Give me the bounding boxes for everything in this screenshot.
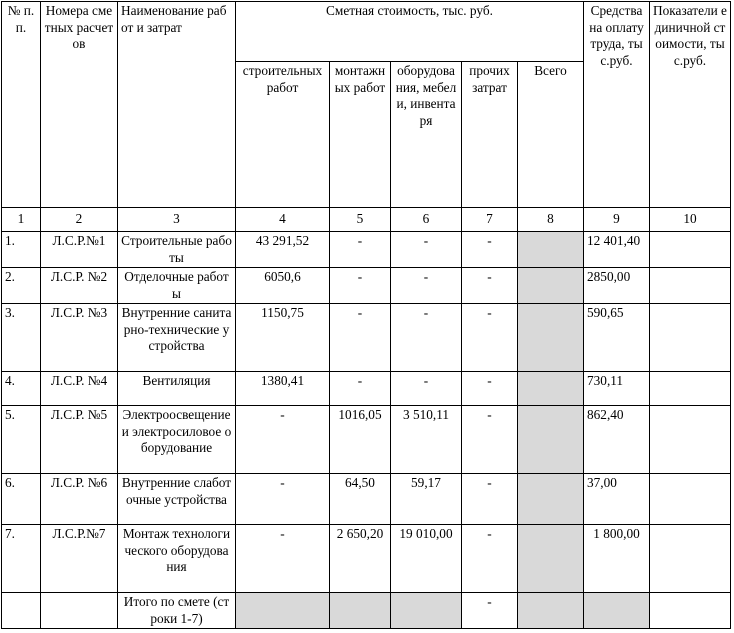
total-construction xyxy=(236,593,330,629)
col-number: 1 xyxy=(2,208,41,232)
row-wages: 1 800,00 xyxy=(584,525,650,593)
row-other: - xyxy=(462,268,518,304)
row-installation: - xyxy=(330,268,391,304)
row-num: 1. xyxy=(2,232,41,268)
col-number: 9 xyxy=(584,208,650,232)
header-work-name: Наименование работ и затрат xyxy=(118,2,236,208)
row-name: Вентиляция xyxy=(118,372,236,406)
total-num xyxy=(2,593,41,629)
header-total: Всего xyxy=(518,62,584,208)
header-row xyxy=(2,2,731,62)
row-num: 2. xyxy=(2,268,41,304)
row-num: 4. xyxy=(2,372,41,406)
total-unit xyxy=(650,593,731,629)
row-installation: - xyxy=(330,232,391,268)
col-number: 10 xyxy=(650,208,731,232)
table-row xyxy=(2,406,731,474)
row-num: 7. xyxy=(2,525,41,593)
row-installation: 1016,05 xyxy=(330,406,391,474)
row-total xyxy=(518,268,584,304)
row-equipment: - xyxy=(391,304,462,372)
row-wages: 730,11 xyxy=(584,372,650,406)
row-num: 5. xyxy=(2,406,41,474)
col-number: 7 xyxy=(462,208,518,232)
total-other: - xyxy=(462,593,518,629)
row-wages: 862,40 xyxy=(584,406,650,474)
total-wages xyxy=(584,593,650,629)
table-row xyxy=(2,268,731,304)
row-unit xyxy=(650,474,731,525)
row-num: 3. xyxy=(2,304,41,372)
row-num: 6. xyxy=(2,474,41,525)
col-number: 3 xyxy=(118,208,236,232)
row-calc: Л.С.Р. №4 xyxy=(41,372,118,406)
header-other: прочих затрат xyxy=(462,62,518,208)
total-label: Итого по смете (строки 1-7) xyxy=(118,593,236,629)
row-construction: 6050,6 xyxy=(236,268,330,304)
row-construction: - xyxy=(236,406,330,474)
column-numbers-row xyxy=(2,208,731,232)
row-unit xyxy=(650,304,731,372)
row-name: Монтаж технологического оборудования xyxy=(118,525,236,593)
col-number: 8 xyxy=(518,208,584,232)
row-total xyxy=(518,525,584,593)
row-other: - xyxy=(462,474,518,525)
row-calc: Л.С.Р. №3 xyxy=(41,304,118,372)
header-num: № п. п. xyxy=(2,2,41,208)
header-cost-group: Сметная стоимость, тыс. руб. xyxy=(236,2,584,62)
row-installation: 2 650,20 xyxy=(330,525,391,593)
row-unit xyxy=(650,372,731,406)
table-row xyxy=(2,232,731,268)
total-row xyxy=(2,593,731,629)
total-equipment xyxy=(391,593,462,629)
row-unit xyxy=(650,406,731,474)
row-name: Внутренние санитарно-технические устройства xyxy=(118,304,236,372)
total-calc xyxy=(41,593,118,629)
row-installation: - xyxy=(330,372,391,406)
row-equipment: - xyxy=(391,232,462,268)
row-equipment: 3 510,11 xyxy=(391,406,462,474)
row-construction: - xyxy=(236,525,330,593)
table-row xyxy=(2,525,731,593)
row-wages: 12 401,40 xyxy=(584,232,650,268)
header-construction: строительных работ xyxy=(236,62,330,208)
row-wages: 590,65 xyxy=(584,304,650,372)
col-number: 2 xyxy=(41,208,118,232)
header-equipment: оборудования, мебели, инвентаря xyxy=(391,62,462,208)
row-equipment: 59,17 xyxy=(391,474,462,525)
row-other: - xyxy=(462,525,518,593)
row-unit xyxy=(650,268,731,304)
header-wages: Средства на оплату труда, тыс.руб. xyxy=(584,2,650,208)
col-number: 5 xyxy=(330,208,391,232)
row-construction: - xyxy=(236,474,330,525)
row-unit xyxy=(650,232,731,268)
row-other: - xyxy=(462,304,518,372)
row-total xyxy=(518,232,584,268)
row-other: - xyxy=(462,372,518,406)
row-other: - xyxy=(462,406,518,474)
col-number: 6 xyxy=(391,208,462,232)
row-calc: Л.С.Р. №5 xyxy=(41,406,118,474)
row-calc: Л.С.Р. №2 xyxy=(41,268,118,304)
row-calc: Л.С.Р. №6 xyxy=(41,474,118,525)
row-name: Отделочные работы xyxy=(118,268,236,304)
row-wages: 37,00 xyxy=(584,474,650,525)
row-name: Электроосвещение и электросиловое оборудование xyxy=(118,406,236,474)
row-unit xyxy=(650,525,731,593)
row-calc: Л.С.Р.№1 xyxy=(41,232,118,268)
row-installation: 64,50 xyxy=(330,474,391,525)
row-total xyxy=(518,372,584,406)
row-installation: - xyxy=(330,304,391,372)
row-other: - xyxy=(462,232,518,268)
estimate-table xyxy=(1,1,731,629)
row-calc: Л.С.Р.№7 xyxy=(41,525,118,593)
row-equipment: 19 010,00 xyxy=(391,525,462,593)
row-total xyxy=(518,304,584,372)
table-row xyxy=(2,372,731,406)
row-name: Внутренние слаботочные устройства xyxy=(118,474,236,525)
row-construction: 1150,75 xyxy=(236,304,330,372)
row-construction: 43 291,52 xyxy=(236,232,330,268)
col-number: 4 xyxy=(236,208,330,232)
header-calc-number: Номера сметных расчетов xyxy=(41,2,118,208)
table-body xyxy=(2,2,731,629)
header-installation: монтажных работ xyxy=(330,62,391,208)
row-wages: 2850,00 xyxy=(584,268,650,304)
table-row xyxy=(2,474,731,525)
total-total xyxy=(518,593,584,629)
total-installation xyxy=(330,593,391,629)
row-equipment: - xyxy=(391,268,462,304)
row-name: Строительные работы xyxy=(118,232,236,268)
row-equipment: - xyxy=(391,372,462,406)
header-unit-cost: Показатели единичной стоимости, тыс.руб. xyxy=(650,2,731,208)
row-construction: 1380,41 xyxy=(236,372,330,406)
row-total xyxy=(518,474,584,525)
row-total xyxy=(518,406,584,474)
table-row xyxy=(2,304,731,372)
